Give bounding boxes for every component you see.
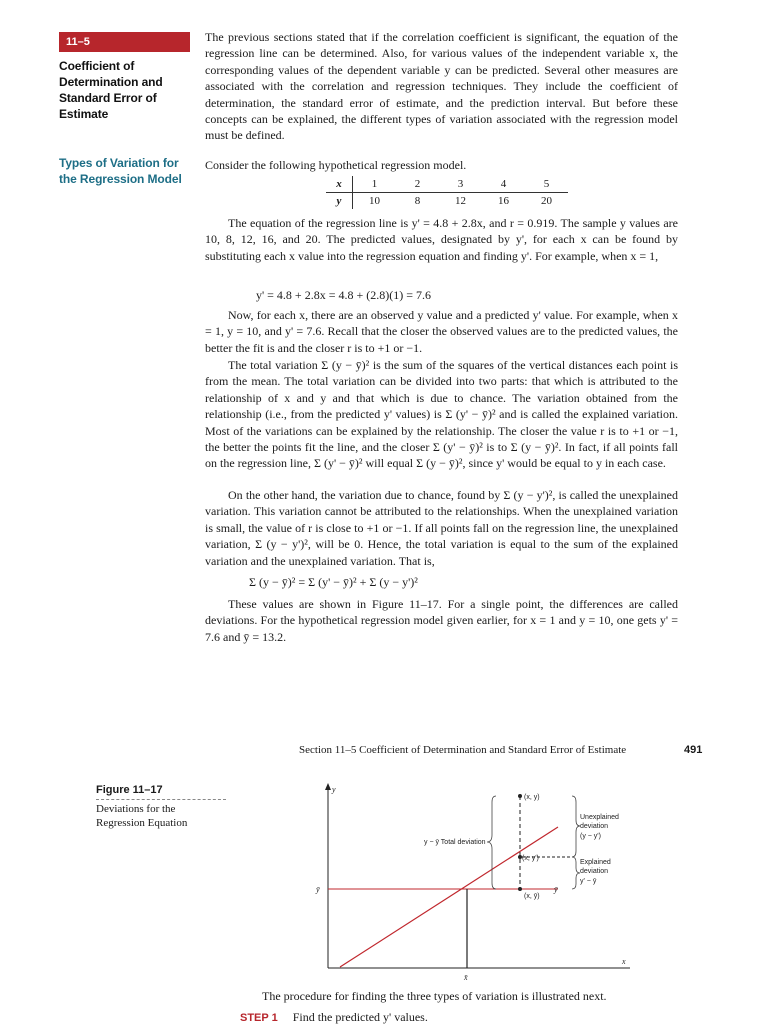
table-row-x (326, 176, 568, 193)
point-mean (518, 887, 522, 891)
unexplained-brace (572, 796, 580, 857)
step-text: Find the predicted y' values. (292, 1010, 428, 1024)
table-cell: 1 (353, 176, 397, 193)
table-cell: 10 (369, 195, 380, 207)
unexplained-label-2: deviation (580, 823, 609, 830)
equation-variation-sum: Σ (y − ȳ)² = Σ (y' − ȳ)² + Σ (y − y')² (249, 575, 418, 589)
side-heading-line: Types of Variation for (59, 156, 179, 170)
table-cell: 2 (396, 176, 439, 193)
table-row-y (326, 193, 568, 210)
observed-paragraph: Now, for each x, there are an observed y value and a predicted y' value. For example, when x = 1, y = 10, and y' = 7.6. Recall that the closer the observed values are to the predicted values, the better the fit is and the closer r is to +1 or −1. (205, 308, 678, 355)
table-cell: 8 (414, 195, 421, 207)
total-deviation-brace (487, 796, 496, 889)
xbar-label: x̄ (464, 973, 468, 982)
procedure-text: The procedure for finding the three types of variation is illustrated next. (262, 989, 607, 1003)
table-cell: 16 (498, 195, 509, 207)
figure-caption-line: Regression Equation (96, 817, 188, 829)
ybar-label: ȳ (316, 885, 320, 894)
explained-brace (572, 857, 580, 889)
figure-caption (96, 802, 187, 830)
explained-label-1: Explained (580, 859, 611, 866)
section-tag: 11–5 (59, 32, 190, 52)
deviation-diagram (300, 780, 640, 985)
point-xyp-label: (x, y') (522, 855, 539, 862)
unexplained-label-3: (y − y') (580, 833, 601, 840)
equation-predicted: y' = 4.8 + 2.8x = 4.8 + (2.8)(1) = 7.6 (256, 288, 431, 302)
table-header-y: y (326, 193, 353, 210)
equation-paragraph: The equation of the regression line is y' = 4.8 + 2.8x, and r = 0.919. The sample y values are 10, 8, 12, 16, and 20. The predicted values, designated by y', for each x can be found by substituting each x value into the regression equation and finding y'. For example, when x = 1, (205, 216, 678, 263)
unexplained-paragraph: On the other hand, the variation due to chance, found by Σ (y − y')², is called the unexplained variation. This variation cannot be attributed to the relationships. When the unexplained variation is small, the value of r is close to +1 or −1. If all points fall on the regression line, the unexplained variation, Σ (y − y')², will be 0. Hence, the total variation is equal to the sum of the explained variation and the unexplained variation. That is, (205, 488, 678, 568)
table-cell: 5 (525, 176, 568, 193)
table-cell: 3 (439, 176, 482, 193)
data-table (326, 176, 568, 209)
total-deviation-label: y − ȳ Total deviation (424, 839, 486, 846)
x-axis-label: x (622, 957, 626, 966)
explained-label-2: deviation (580, 868, 609, 875)
point-xybar-label: (x, ȳ) (524, 893, 540, 900)
point-observed (518, 794, 522, 798)
side-heading-line: Determination and (59, 75, 163, 89)
figure-divider (96, 799, 226, 800)
intro-paragraph: The previous sections stated that if the correlation coefficient is significant, the equation of the regression line can be determined. Also, for various values of the independent variable x, the corresponding values of the dependent variable y can be predicted. Several other measures are associated with the correlation and regression techniques. They include the coefficient of determination, the standard error of estimate, and the prediction interval. But before these concepts can be explained, the different types of variation associated with the regression model must be defined. (205, 30, 678, 143)
y-axis-label: y (332, 785, 336, 794)
ybar-right-label: ȳ (554, 885, 558, 894)
figure-label: Figure 11–17 (96, 784, 163, 796)
consider-text: Consider the following hypothetical regression model. (205, 158, 467, 172)
unexplained-label-1: Unexplained (580, 814, 619, 821)
figure-caption-line: Deviations for the (96, 803, 176, 815)
side-heading-line: Coefficient of (59, 59, 135, 73)
page-number: 491 (684, 744, 703, 756)
table-cell: 4 (482, 176, 525, 193)
side-heading-line: the Regression Model (59, 172, 182, 186)
step-row (240, 1010, 428, 1025)
side-heading-line: Standard Error of (59, 91, 157, 105)
side-heading-coefficient (59, 58, 199, 122)
point-xy-label: (x, y) (524, 794, 540, 801)
table-cell: 12 (455, 195, 466, 207)
table-header-x: x (326, 176, 353, 193)
y-axis-arrow-icon (325, 783, 331, 790)
table-cell: 20 (541, 195, 552, 207)
side-heading-line: Estimate (59, 107, 109, 121)
side-heading-variation (59, 155, 199, 187)
running-footer: Section 11–5 Coefficient of Determination and Standard Error of Estimate (299, 744, 627, 756)
deviations-paragraph: These values are shown in Figure 11–17. For a single point, the differences are called deviations. For the hypothetical regression model given earlier, for x = 1 and y = 10, one gets y' = 7.6 and ȳ = 13.2. (205, 597, 678, 644)
explained-label-3: y' − ȳ (580, 878, 597, 885)
total-variation-paragraph: The total variation Σ (y − ȳ)² is the sum of the squares of the vertical distances each point is from the mean. The total variation can be divided into two parts: that which is attributed to the relationship of x and y and that which is due to chance. The variation obtained from the relationship (i.e., from the predicted y' values) is Σ (y' − ȳ)² and is called the explained variation. Most of the variations can be explained by the relationship. The closer the value r is to +1 or −1, the better the points fit the line, and the closer Σ (y' − ȳ)² is to Σ (y − ȳ)². In fact, if all points fall on the regression line, Σ (y' − ȳ)² will equal Σ (y − ȳ)², since y' would be equal to y in each case. (205, 358, 678, 471)
step-label: STEP 1 (240, 1012, 278, 1024)
